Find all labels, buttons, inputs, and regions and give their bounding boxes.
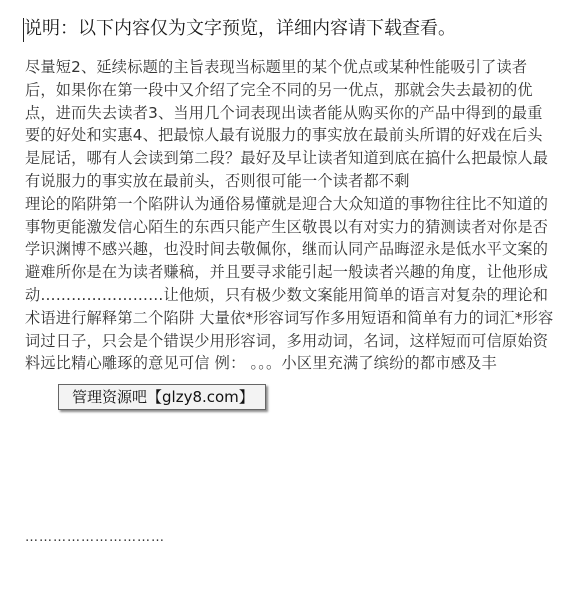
site-watermark-label: 管理资源吧【glzy8.com】: [58, 384, 266, 410]
ellipsis-continuation: …………………………: [25, 530, 165, 545]
paragraph: 理论的陷阱第一个陷阱认为通俗易懂就是迎合大众知道的事物往往比不知道的事物更能激发信心陌生的东西只能产生区敬畏以有对实力的猜测读者对你是否学识渊博不感兴趣，也没时间去敬佩你，继而认同产品晦涩永是低水平文案的避难所你是在为读者赚稿，并且要寻求能引起一般读者兴趣的角度，让他形成动……………………让他烦，只有极少数文案能用简单的语言对复杂的理论和术语进行解释第二个陷阱 大量依*形容词写作多用短语和简单有力的词汇*形容词过日子，只会是个错误少用形容词，多用动词，名词，这样短而可信原始资料远比精心雕琢的意见可信 例： 。。。小区里充满了缤纷的都市感及丰: [25, 194, 554, 373]
paragraph: 尽量短2、延续标题的主旨表现当标题里的某个优点或某种性能吸引了读者后，如果你在第一段中又介绍了完全不同的另一优点，那就会失去最初的优点，进而失去读者3、当用几个词表现出读者能从购买你的产品中得到的最重要的好处和实惠4、把最惊人最有说服力的事实放在最前头所谓的好戏在后头是屁话，哪有人会读到第二段？最好及早让读者知道到底在搞什么把最惊人最有说服力的事实放在最前头，否则很可能一个读者都不剩: [25, 58, 549, 190]
document-body: [25, 56, 555, 375]
preview-notice: 说明：以下内容仅为文字预览，详细内容请下载查看。: [24, 18, 456, 39]
